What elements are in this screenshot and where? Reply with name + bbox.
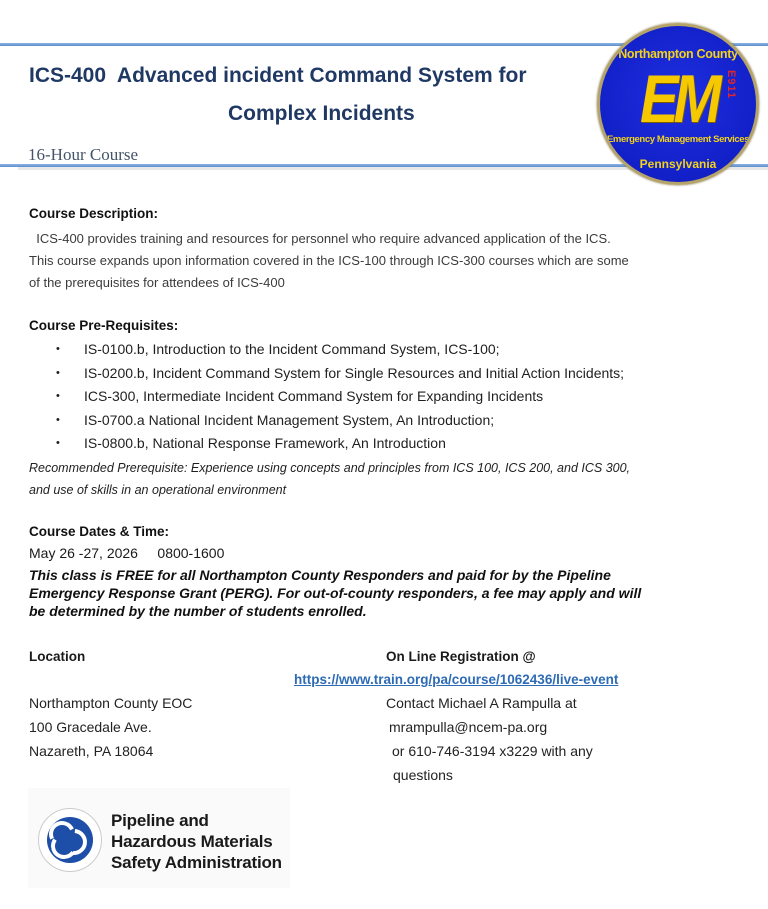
course-duration: 16-Hour Course	[28, 145, 139, 164]
prerequisite-item	[29, 409, 624, 433]
page-title-line1: ICS-400 Advanced incident Command System for	[29, 64, 527, 87]
logo-county-text: Northampton County	[618, 47, 738, 61]
bullet-icon: •	[56, 366, 60, 379]
northampton-em-logo	[597, 23, 759, 185]
bullet-icon: •	[56, 413, 60, 426]
description-heading: Course Description:	[29, 206, 159, 221]
prerequisite-item	[29, 432, 624, 456]
description-line: of the prerequisites for attendees of ICS-400	[29, 275, 285, 290]
dot-seal-triskelion	[47, 817, 93, 863]
logo-em-mark: EM	[640, 61, 717, 137]
course-dates: May 26 -27, 2026 0800-1600	[29, 545, 225, 561]
prerequisite-text: IS-0700.a National Incident Management System, An Introduction;	[84, 411, 495, 428]
dot-seal-icon	[38, 808, 102, 872]
contact-phone: or 610-746-3194 x3229 with any	[392, 743, 593, 759]
description-line: This course expands upon information covered in the ICS-100 through ICS-300 courses which are some	[29, 253, 629, 268]
contact-email[interactable]: mrampulla@ncem-pa.org	[389, 719, 548, 735]
phmsa-name-line: Hazardous Materials	[111, 832, 273, 851]
phmsa-name-line: Pipeline and	[111, 811, 209, 830]
prerequisite-item	[29, 362, 624, 386]
bullet-icon: •	[56, 343, 60, 355]
description-body	[29, 228, 689, 294]
cost-note-line: be determined by the number of students enrolled.	[29, 603, 367, 619]
prerequisites-list	[29, 338, 624, 456]
phmsa-logo	[28, 788, 290, 888]
recommended-line: Recommended Prerequisite: Experience using concepts and principles from ICS 100, ICS 200, and ICS 300,	[29, 461, 631, 475]
prerequisite-item	[29, 385, 624, 409]
cost-note	[29, 566, 689, 620]
page-title-line2: Complex Incidents	[228, 102, 415, 125]
bullet-icon: •	[56, 437, 60, 449]
location-city: Nazareth, PA 18064	[29, 743, 154, 759]
bullet-icon: •	[56, 390, 60, 402]
phmsa-name-line: Safety Administration	[111, 853, 282, 872]
logo-service-text: Emergency Management Services	[606, 134, 750, 145]
registration-heading: On Line Registration @	[386, 649, 536, 664]
prerequisite-text: IS-0800.b, National Response Framework, An Introduction	[84, 435, 446, 451]
cost-note-line: Emergency Response Grant (PERG). For out-of-county responders, a fee may apply and will	[29, 585, 642, 601]
description-line: ICS-400 provides training and resources for personnel who require advanced application of the ICS.	[29, 231, 611, 246]
prerequisites-heading: Course Pre-Requisites:	[29, 318, 179, 333]
recommended-prerequisite	[29, 457, 709, 501]
location-street: 100 Gracedale Ave.	[29, 719, 152, 735]
contact-questions: questions	[393, 767, 453, 783]
contact-name: Contact Michael A Rampulla at	[386, 695, 577, 711]
location-name: Northampton County EOC	[29, 695, 193, 711]
prerequisite-text: ICS-300, Intermediate Incident Command System for Expanding Incidents	[84, 388, 544, 404]
prerequisite-text: IS-0200.b, Incident Command System for Single Resources and Initial Action Incidents;	[84, 364, 625, 381]
recommended-line: and use of skills in an operational environment	[29, 483, 287, 497]
prerequisite-text: IS-0100.b, Introduction to the Incident Command System, ICS-100;	[84, 341, 500, 357]
prerequisite-item	[29, 338, 624, 362]
logo-state-text: Pennsylvania	[639, 157, 717, 171]
cost-note-line: This class is FREE for all Northampton County Responders and paid for by the Pipeline	[29, 567, 611, 583]
registration-link[interactable]: https://www.train.org/pa/course/1062436/live-event	[294, 672, 619, 687]
logo-e911-text: E911	[725, 70, 737, 100]
location-heading: Location	[29, 649, 86, 664]
schedule-heading: Course Dates & Time:	[29, 524, 170, 539]
phmsa-name	[111, 810, 282, 873]
